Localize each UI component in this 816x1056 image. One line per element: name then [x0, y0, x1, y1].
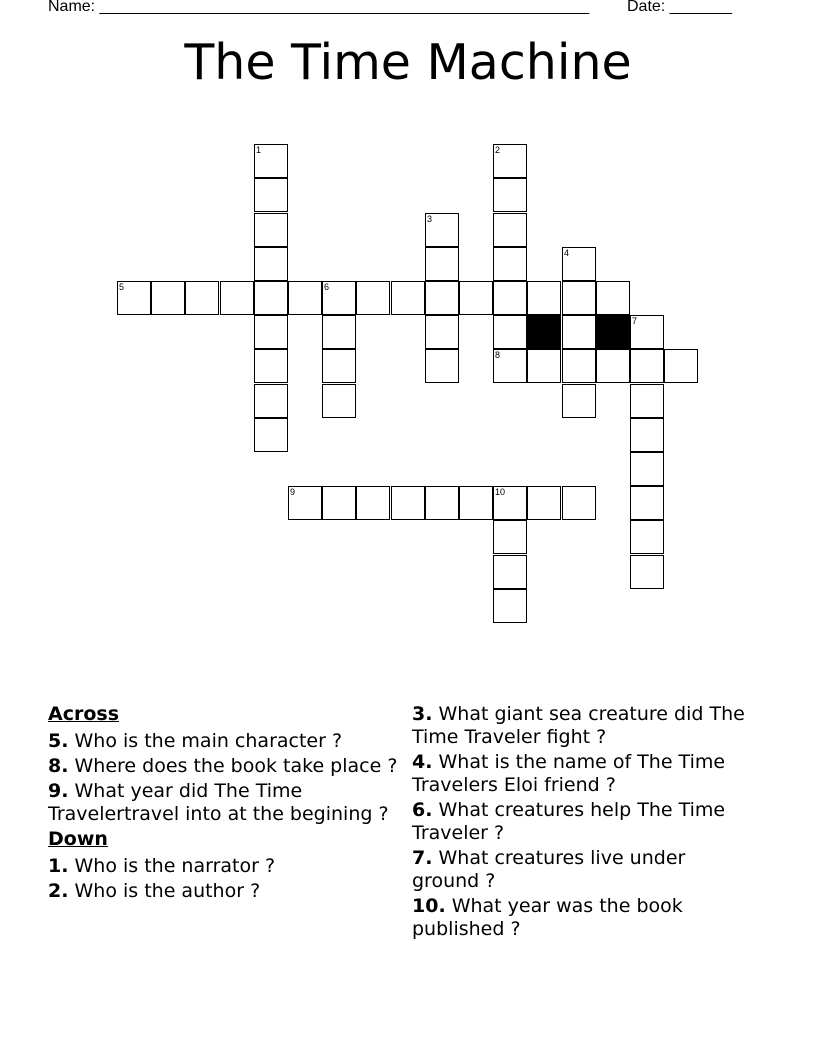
grid-cell[interactable]	[459, 486, 493, 520]
clue-item	[412, 895, 752, 941]
grid-cell[interactable]	[562, 281, 596, 315]
clue-item-text: Who is the author ?	[68, 880, 261, 902]
grid-cell[interactable]	[254, 315, 288, 349]
grid-cell[interactable]	[425, 315, 459, 349]
clue-item-text: Where does the book take place ?	[68, 755, 398, 777]
clue-number: 8	[495, 350, 501, 360]
grid-cell[interactable]	[151, 281, 185, 315]
clue-item	[412, 799, 752, 845]
clue-item-text: What giant sea creature did The Time Traveler fight ?	[412, 703, 745, 748]
grid-cell[interactable]	[630, 452, 664, 486]
clue-number: 9	[290, 487, 296, 497]
clue-item-number: 7.	[412, 847, 433, 869]
clue-item-number: 6.	[412, 799, 433, 821]
grid-cell[interactable]	[391, 486, 425, 520]
grid-cell[interactable]	[185, 281, 219, 315]
grid-cell[interactable]	[493, 315, 527, 349]
name-field: Name: _______________________________________________________	[48, 0, 589, 15]
grid-cell[interactable]	[630, 486, 664, 520]
grid-cell[interactable]	[630, 384, 664, 418]
grid-cell[interactable]	[391, 281, 425, 315]
clue-item-number: 5.	[48, 730, 69, 752]
clue-item-text: Who is the main character ?	[68, 730, 343, 752]
clue-number: 7	[632, 316, 638, 326]
clue-item-number: 10.	[412, 895, 446, 917]
grid-cell[interactable]	[527, 486, 561, 520]
clue-item-number: 2.	[48, 880, 69, 902]
date-field: Date: _______	[627, 0, 732, 15]
grid-cell[interactable]	[254, 418, 288, 452]
grid-cell[interactable]	[630, 555, 664, 589]
clue-number: 4	[564, 248, 570, 258]
grid-cell[interactable]	[562, 247, 596, 281]
clue-item-number: 9.	[48, 780, 69, 802]
across-heading: Across	[48, 703, 120, 725]
clue-item	[48, 855, 408, 878]
grid-cell[interactable]	[117, 281, 151, 315]
clue-number: 3	[427, 214, 433, 224]
clue-number: 6	[324, 282, 330, 292]
grid-cell[interactable]	[254, 281, 288, 315]
clue-item	[412, 847, 752, 893]
grid-cell[interactable]	[493, 144, 527, 178]
grid-cell[interactable]	[425, 349, 459, 383]
grid-cell[interactable]	[288, 281, 322, 315]
grid-cell[interactable]	[425, 486, 459, 520]
clue-number: 10	[495, 487, 506, 497]
clue-number: 5	[119, 282, 125, 292]
grid-cell[interactable]	[322, 315, 356, 349]
clue-item-text: What is the name of The Time Travelers Eloi friend ?	[412, 751, 726, 796]
grid-cell[interactable]	[630, 418, 664, 452]
grid-cell[interactable]	[322, 349, 356, 383]
clue-item	[48, 730, 408, 753]
grid-cell[interactable]	[254, 349, 288, 383]
clues-left-column	[48, 703, 408, 905]
clue-item-number: 1.	[48, 855, 69, 877]
clue-item-text: What year did The Time Travelertravel into at the begining ?	[48, 780, 389, 825]
grid-cell[interactable]	[493, 520, 527, 554]
grid-cell[interactable]	[493, 486, 527, 520]
page-title: The Time Machine	[184, 34, 632, 91]
grid-cell[interactable]	[493, 349, 527, 383]
grid-cell[interactable]	[288, 486, 322, 520]
blocked-cell	[527, 315, 561, 349]
grid-cell[interactable]	[220, 281, 254, 315]
grid-cell[interactable]	[254, 247, 288, 281]
grid-cell[interactable]	[493, 247, 527, 281]
grid-cell[interactable]	[527, 281, 561, 315]
grid-cell[interactable]	[493, 555, 527, 589]
grid-cell[interactable]	[493, 178, 527, 212]
grid-cell[interactable]	[425, 247, 459, 281]
clue-item-number: 8.	[48, 755, 69, 777]
clues-right-column	[412, 703, 752, 943]
grid-cell[interactable]	[322, 281, 356, 315]
grid-cell[interactable]	[562, 315, 596, 349]
grid-cell[interactable]	[596, 281, 630, 315]
down-heading: Down	[48, 828, 108, 850]
grid-cell[interactable]	[322, 486, 356, 520]
grid-cell[interactable]	[630, 315, 664, 349]
clue-number: 1	[256, 145, 262, 155]
grid-cell[interactable]	[254, 384, 288, 418]
grid-cell[interactable]	[493, 213, 527, 247]
grid-cell[interactable]	[322, 384, 356, 418]
clue-item-text: What creatures live under ground ?	[412, 847, 686, 892]
blocked-cell	[596, 315, 630, 349]
grid-cell[interactable]	[254, 213, 288, 247]
grid-cell[interactable]	[562, 384, 596, 418]
grid-cell[interactable]	[425, 213, 459, 247]
grid-cell[interactable]	[254, 144, 288, 178]
clue-item-text: What creatures help The Time Traveler ?	[412, 799, 726, 844]
grid-cell[interactable]	[596, 349, 630, 383]
grid-cell[interactable]	[356, 281, 390, 315]
across-clue-list	[48, 730, 408, 826]
grid-cell[interactable]	[254, 178, 288, 212]
grid-cell[interactable]	[459, 281, 493, 315]
down-clue-list-continued	[412, 703, 752, 941]
grid-cell[interactable]	[356, 486, 390, 520]
clue-item	[48, 880, 408, 903]
grid-cell[interactable]	[493, 281, 527, 315]
grid-cell[interactable]	[664, 349, 698, 383]
grid-cell[interactable]	[562, 349, 596, 383]
clue-item	[48, 780, 408, 826]
clue-item-number: 4.	[412, 751, 433, 773]
grid-cell[interactable]	[493, 589, 527, 623]
grid-cell[interactable]	[630, 520, 664, 554]
clue-item-text: What year was the book published ?	[412, 895, 683, 940]
grid-cell[interactable]	[630, 349, 664, 383]
clue-item	[412, 751, 752, 797]
clue-number: 2	[495, 145, 501, 155]
clue-item	[48, 755, 408, 778]
clue-item	[412, 703, 752, 749]
clue-item-text: Who is the narrator ?	[68, 855, 276, 877]
grid-cell[interactable]	[527, 349, 561, 383]
grid-cell[interactable]	[562, 486, 596, 520]
grid-cell[interactable]	[425, 281, 459, 315]
down-clue-list	[48, 855, 408, 903]
clue-item-number: 3.	[412, 703, 433, 725]
